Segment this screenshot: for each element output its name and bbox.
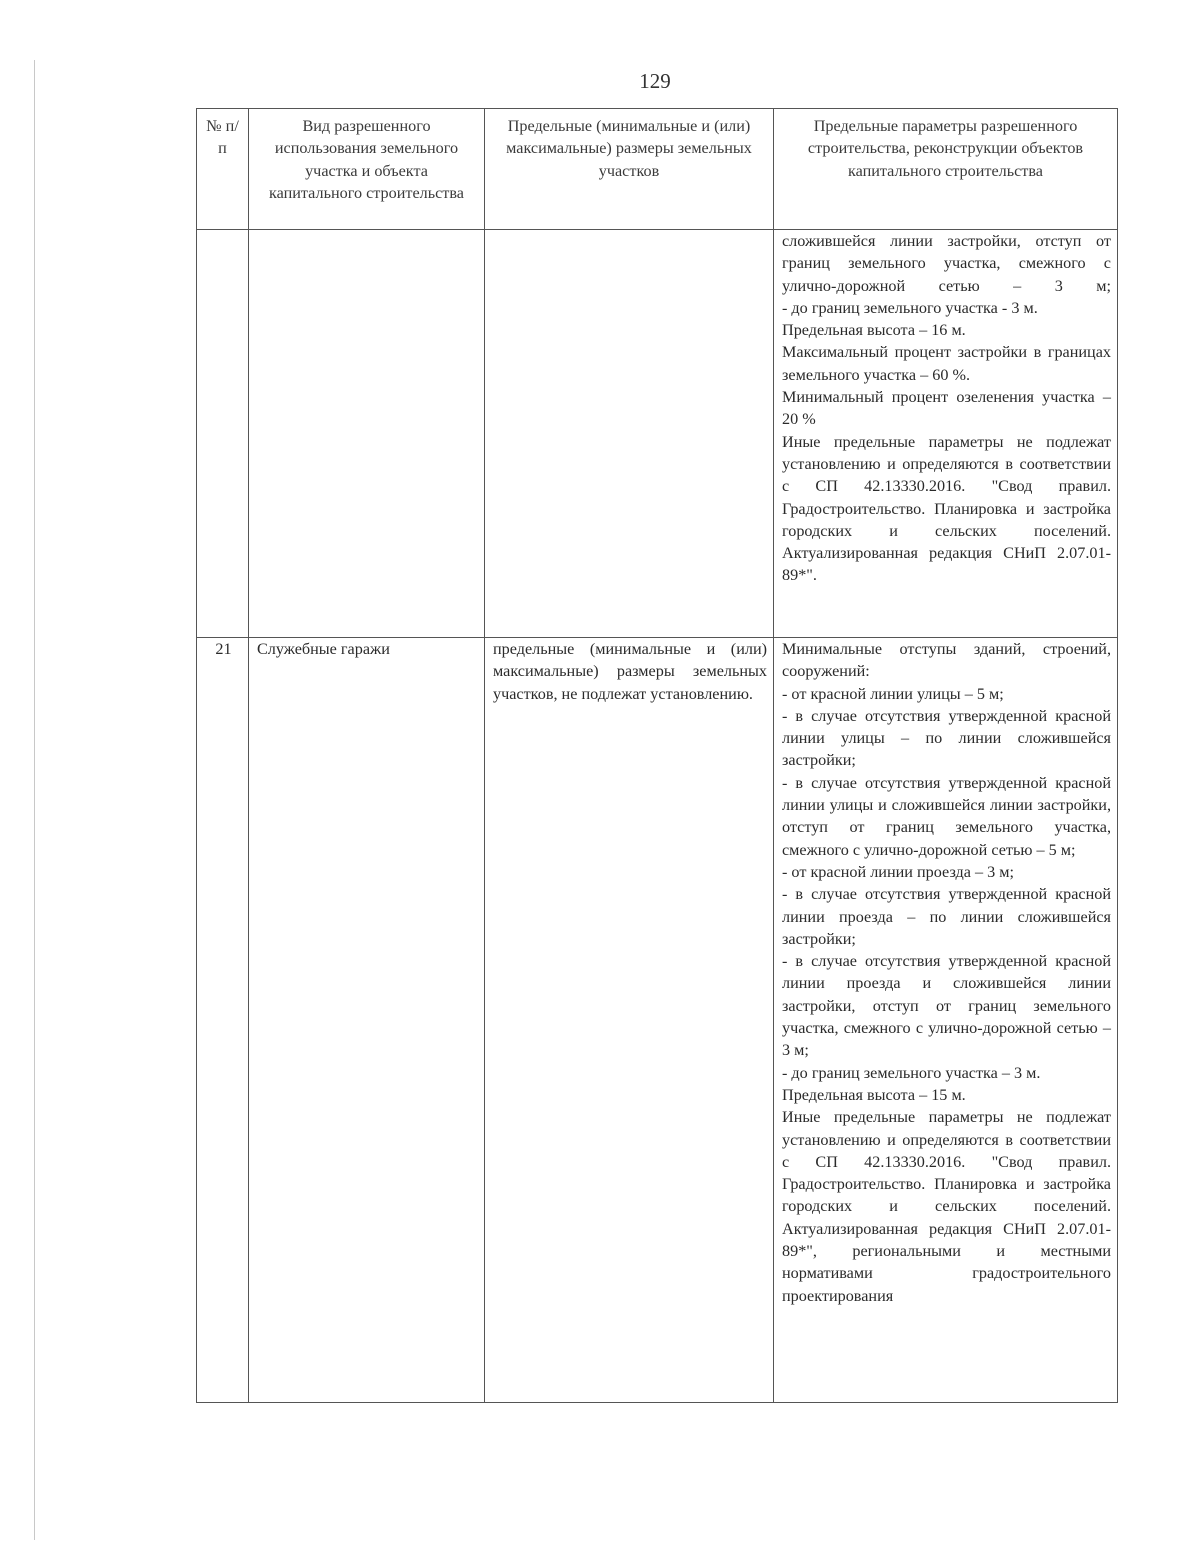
header-construction-params: Предельные параметры разрешенного строительства, реконструкции объектов капитального строительства — [774, 109, 1118, 230]
header-plot-sizes: Предельные (минимальные и (или) максимальные) размеры земельных участков — [485, 109, 774, 230]
param-paragraph: - в случае отсутствия утвержденной красной линии проезда – по линии сложившейся застройки; — [782, 885, 1111, 948]
scan-margin-line — [34, 60, 35, 1540]
param-paragraph: - в случае отсутствия утвержденной красной линии улицы и сложившейся линии застройки, отступ от границ земельного участка, смежного с улично-дорожной сетью – 5 м; — [782, 773, 1111, 859]
param-paragraph: Предельная высота – 15 м. — [782, 1085, 966, 1104]
page-number: 129 — [639, 69, 671, 93]
param-paragraph: Минимальные отступы зданий, строений, сооружений: — [782, 640, 1111, 681]
table-row — [197, 638, 1118, 1403]
row-construction-params — [774, 230, 1118, 638]
param-paragraph: - от красной линии проезда – 3 м; — [782, 862, 1015, 881]
regulations-table — [196, 108, 1118, 1403]
row-plot-sizes — [485, 638, 774, 1403]
param-paragraph: Иные предельные параметры не подлежат установлению и определяются в соответствии с СП 42.13330.2016. "Свод правил. Градостроительство. Планировка и застройка городских и сельских поселений. Актуализированная редакция СНиП 2.07.01-89*", региональными и местными нормативами градостроительного проектирования — [782, 1108, 1111, 1305]
param-paragraph: - до границ земельного участка - 3 м. — [782, 298, 1038, 317]
param-paragraph: - от красной линии улицы – 5 м; — [782, 684, 1004, 703]
row-construction-params — [774, 638, 1118, 1403]
table-row — [197, 230, 1118, 638]
param-paragraph: - в случае отсутствия утвержденной красной линии улицы – по линии сложившейся застройки; — [782, 706, 1111, 770]
table-header-row — [197, 109, 1118, 230]
header-use-kind: Вид разрешенного использования земельного участка и объекта капитального строительства — [249, 109, 485, 230]
row-use-kind: Служебные гаражи — [249, 638, 485, 1403]
param-paragraph: - в случае отсутствия утвержденной красной линии проезда и сложившейся линии застройки, отступ от границ земельного участка, смежного с улично-дорожной сетью – 3 м; — [782, 952, 1111, 1060]
param-paragraph: Иные предельные параметры не подлежат установлению и определяются в соответствии с СП 42.13330.2016. "Свод правил. Градостроительство. Планировка и застройка городских и сельских поселений. Актуализированная редакция СНиП 2.07.01-89*". — [782, 432, 1111, 585]
param-paragraph: Предельная высота – 16 м. — [782, 321, 966, 340]
row-number: 21 — [197, 638, 249, 1403]
sizes-paragraph: предельные (минимальные и (или) максимальные) размеры земельных участков, не подлежат установлению. — [493, 640, 767, 703]
row-plot-sizes — [485, 230, 774, 638]
param-paragraph: Минимальный процент озеленения участка – 20 % — [782, 388, 1111, 429]
row-number — [197, 230, 249, 638]
param-paragraph: - до границ земельного участка – 3 м. — [782, 1063, 1041, 1082]
header-number: № п/п — [197, 109, 249, 230]
param-paragraph: сложившейся линии застройки, отступ от границ земельного участка, смежного с улично-дорожной сетью – 3 м; — [782, 232, 1111, 295]
row-use-kind — [249, 230, 485, 638]
param-paragraph: Максимальный процент застройки в границах земельного участка – 60 %. — [782, 343, 1111, 384]
